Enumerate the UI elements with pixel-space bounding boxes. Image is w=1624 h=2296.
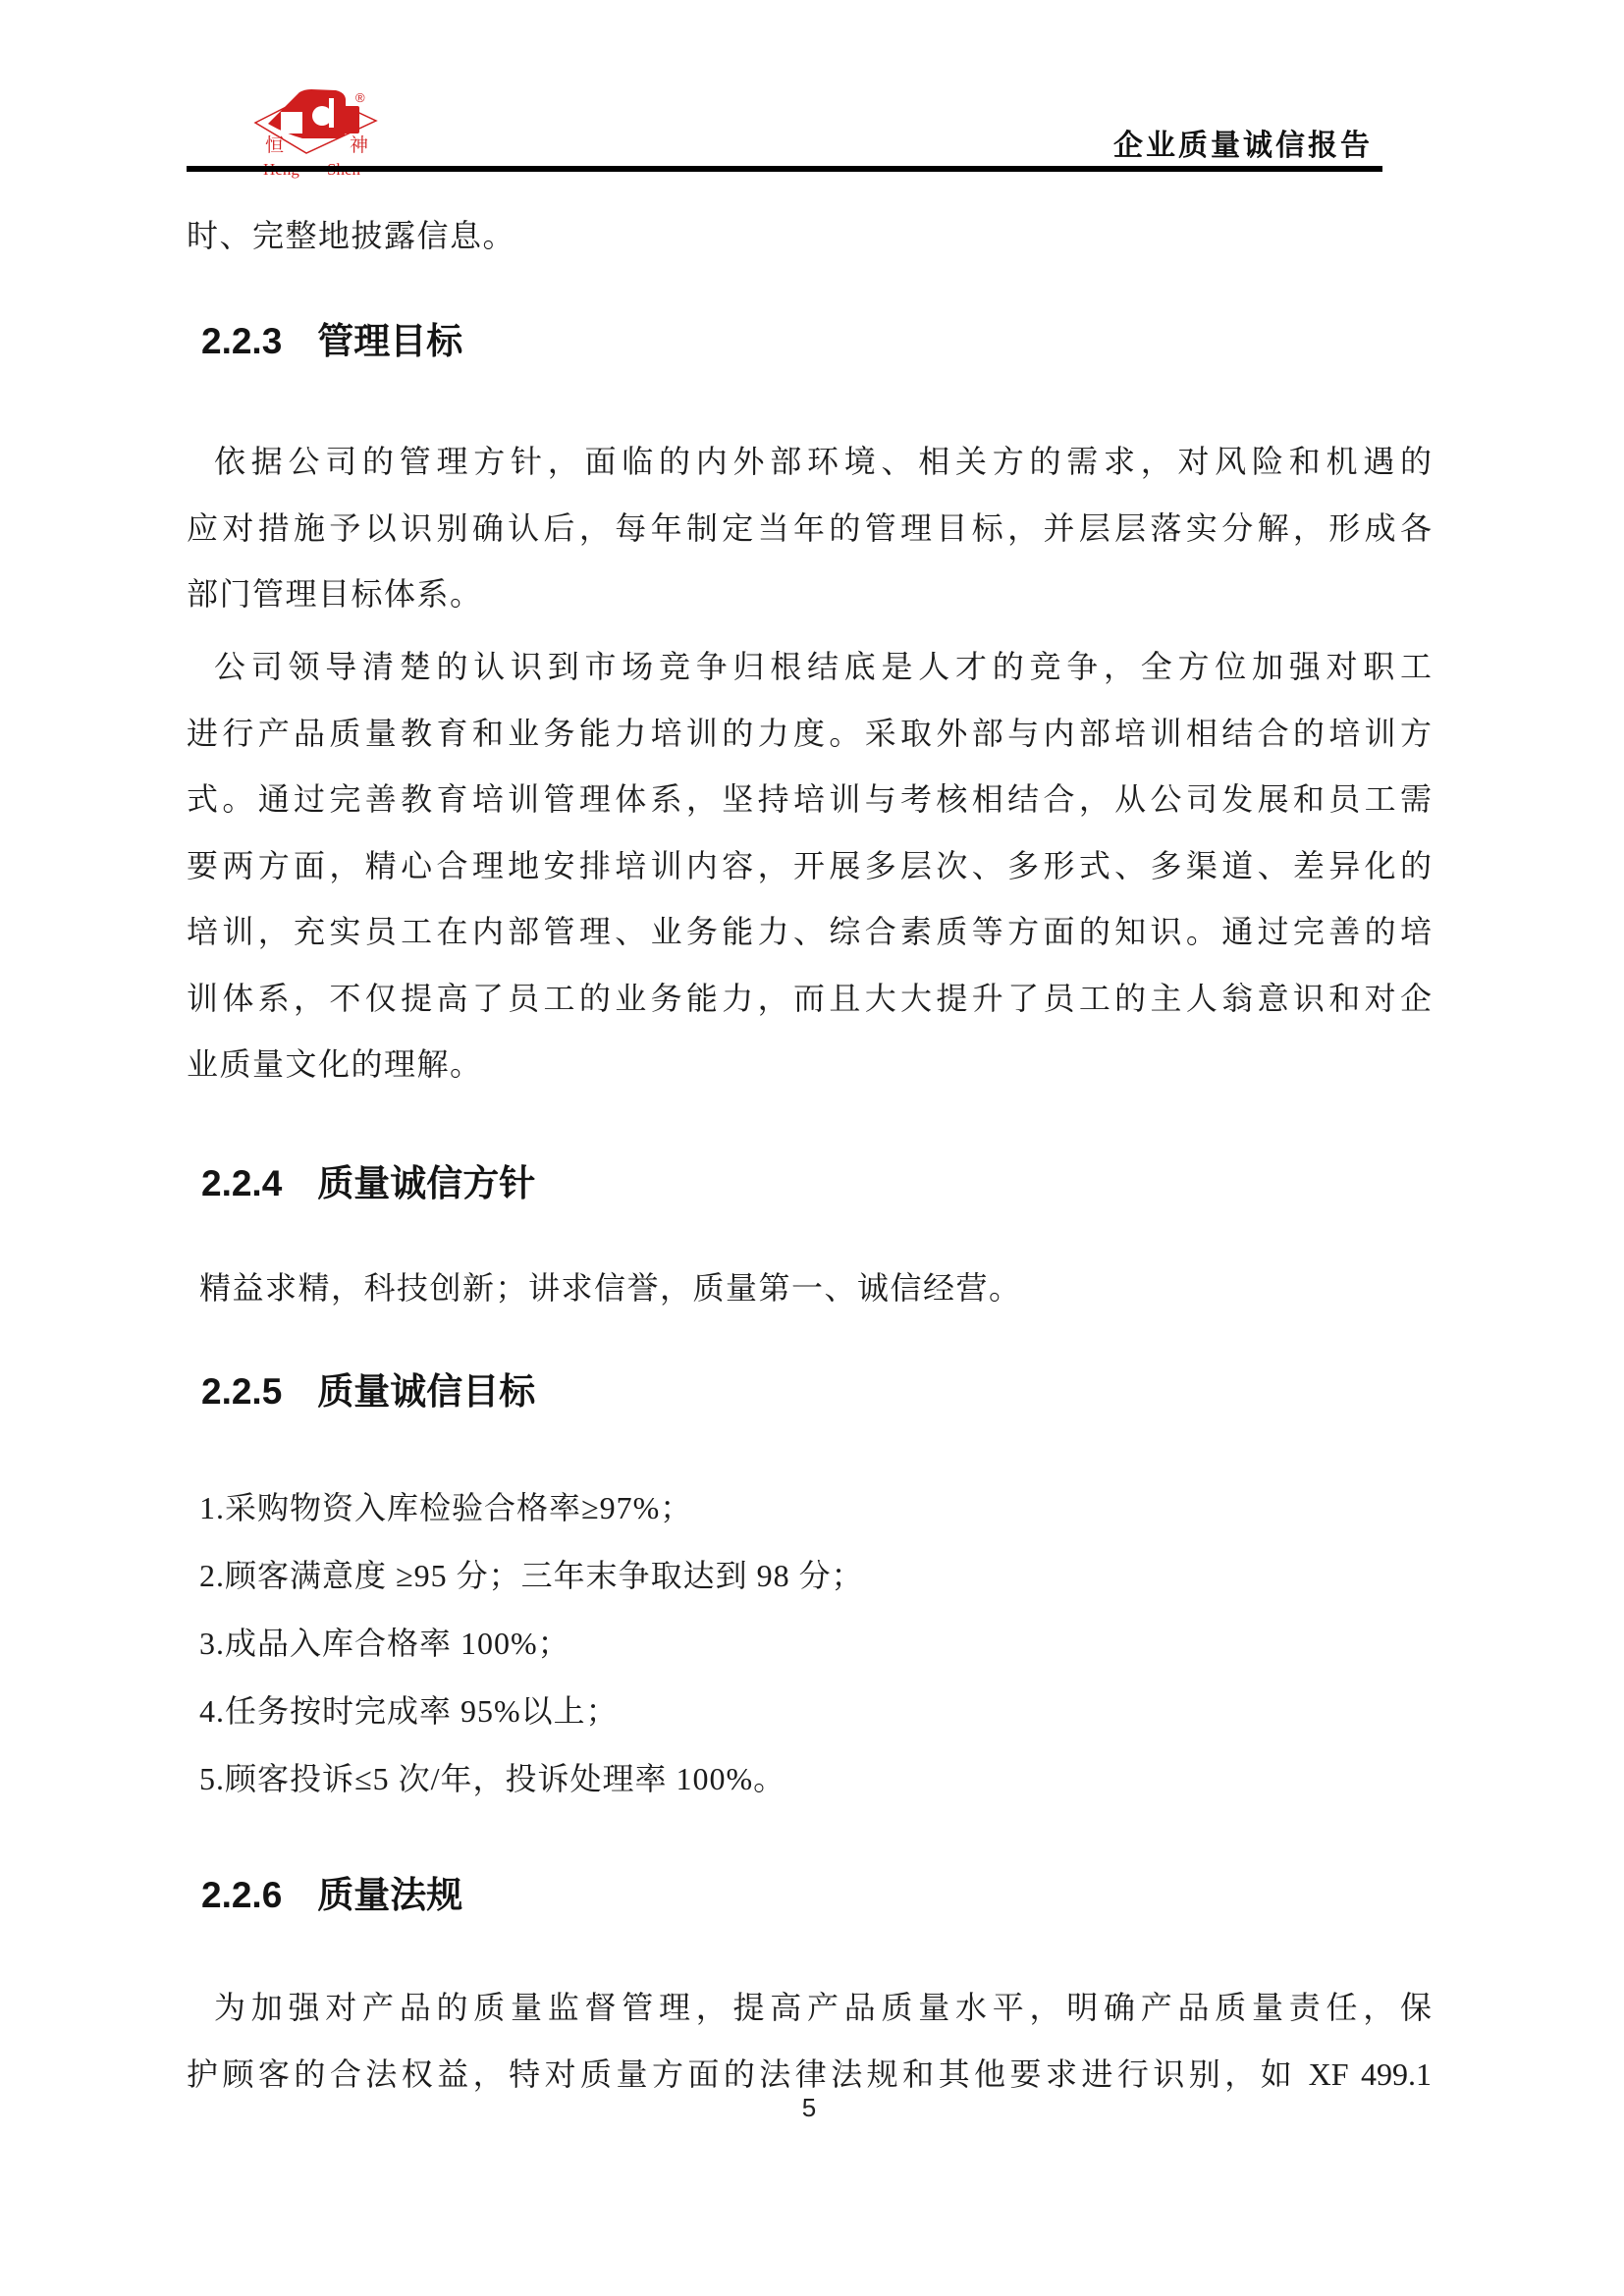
text-line: 为加强对产品的质量监督管理，提高产品质量水平，明确产品质量责任，保: [214, 1990, 1432, 2025]
heading-title: 质量诚信方针: [317, 1163, 536, 1203]
quality-goals-list: [199, 1474, 1436, 1813]
list-item: 1.采购物资入库检验合格率≥97%；: [199, 1490, 693, 1525]
list-item: 4.任务按时完成率 95%以上；: [199, 1693, 619, 1729]
heading-number: 2.2.4: [201, 1163, 283, 1203]
paragraph: [187, 429, 1432, 628]
text-line: 公司领导清楚的认识到市场竞争归根结底是人才的竞争，全方位加强对职工: [214, 649, 1432, 684]
text-line: 训体系，不仅提高了员工的业务能力，而且大大提升了员工的主人翁意识和对企: [187, 980, 1432, 1016]
carryover-paragraph: [187, 203, 1432, 270]
text-line: 时、完整地披露信息。: [187, 218, 516, 253]
heading-number: 2.2.5: [201, 1371, 283, 1412]
text-line: 部门管理目标体系。: [187, 576, 483, 612]
paragraph: [187, 634, 1432, 1098]
text-line: 进行产品质量教育和业务能力培训的力度。采取外部与内部培训相结合的培训方: [187, 715, 1432, 751]
section-heading-2-2-6: [201, 1872, 462, 1919]
text-line: 应对措施予以识别确认后，每年制定当年的管理目标，并层层落实分解，形成各: [187, 509, 1432, 546]
heading-title: 管理目标: [317, 321, 463, 361]
list-item: 2.顾客满意度 ≥95 分；三年末争取达到 98 分；: [199, 1558, 864, 1593]
text-line: 培训，充实员工在内部管理、业务能力、综合素质等方面的知识。通过完善的培: [187, 914, 1432, 949]
text-line: 依据公司的管理方针，面临的内外部环境、相关方的需求，对风险和机遇的: [214, 444, 1432, 479]
heading-title: 质量诚信目标: [317, 1371, 536, 1412]
logo-hanzi-right: 神: [350, 135, 369, 156]
paragraph: [187, 1975, 1432, 2108]
page-number: 5: [801, 2093, 817, 2122]
text-line: 护顾客的合法权益，特对质量方面的法律法规和其他要求进行识别，如 XF 499.1: [187, 2056, 1432, 2092]
text-line: 业质量文化的理解。: [187, 1046, 483, 1082]
heading-number: 2.2.6: [201, 1875, 283, 1915]
policy-paragraph: [199, 1255, 1444, 1322]
list-item: 3.成品入库合格率 100%；: [199, 1626, 570, 1661]
list-item: 5.顾客投诉≤5 次/年，投诉处理率 100%。: [199, 1761, 786, 1796]
text-line: 式。通过完善教育培训管理体系，坚持培训与考核相结合，从公司发展和员工需: [187, 781, 1432, 817]
section-heading-2-2-5: [201, 1368, 535, 1415]
text-line: 精益求精，科技创新；讲求信誉，质量第一、诚信经营。: [199, 1270, 1022, 1306]
header-rule: [187, 166, 1382, 172]
logo-hanzi-left: 恒: [265, 135, 285, 156]
section-heading-2-2-3: [201, 318, 462, 365]
heading-number: 2.2.3: [201, 321, 283, 361]
text-line: 要两方面，精心合理地安排培训内容，开展多层次、多形式、多渠道、差异化的: [187, 847, 1432, 883]
heading-title: 质量法规: [317, 1875, 463, 1915]
section-heading-2-2-4: [201, 1160, 535, 1207]
header-doc-title: 企业质量诚信报告: [1113, 130, 1373, 162]
registered-trademark-icon: ®: [355, 90, 365, 105]
